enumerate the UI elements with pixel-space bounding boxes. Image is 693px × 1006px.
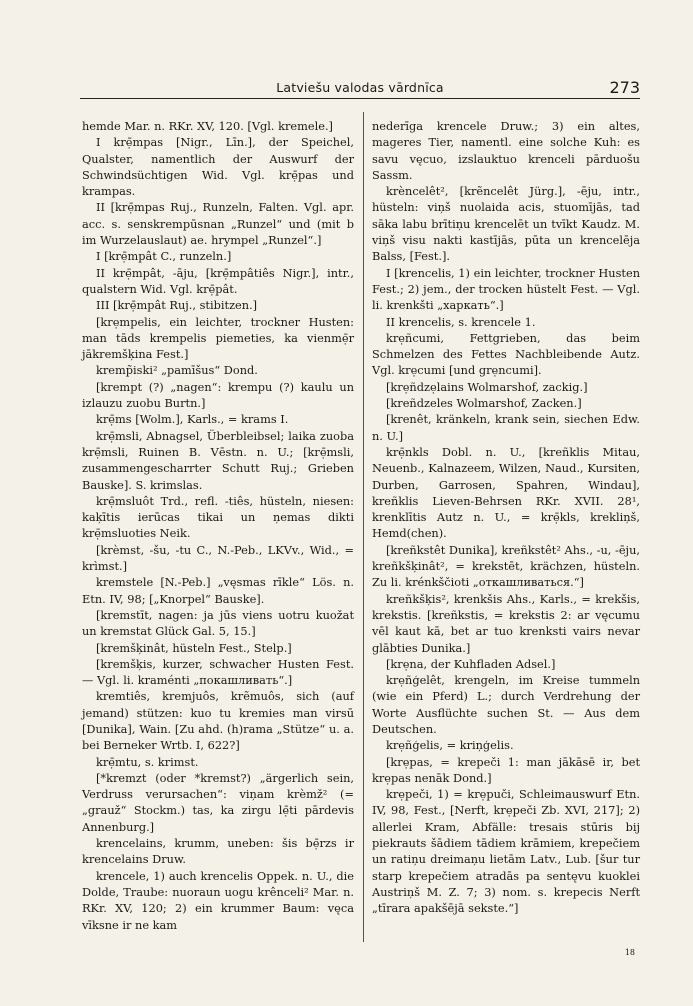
dictionary-entry: [kremšķis, kurzer, schwacher Husten Fest. — Vgl. li. kraménti „покашливать“.]: [82, 656, 354, 688]
dictionary-entry: kremtiês, kremjuôs, krẽmuôs, sich (auf jemand) stützen: kuo tu kremies man virsū [Dunika], Wain. [Zu ahd. (h)rama „Stütze“ u. a. bei Berneker Wrtb. I, 622?]: [82, 689, 354, 753]
dictionary-entry: [krẹna, der Kuhfladen Adsel.]: [386, 656, 556, 671]
dictionary-entry: [krẹpas, = krepeči 1: man jākāsē ir, bet krẹpas nenāk Dond.]: [372, 754, 640, 785]
dictionary-entry: krencele, 1) auch krencelis Oppek. n. U., die Dolde, Traube: nuoraun uogu krênceli² Mar. n. RKr. XV, 120; 2) ein krummer Baum: vęca vīksne ir ne kam: [82, 868, 354, 932]
dictionary-entry: [krẹñdzẹlains Wolmarshof, zackig.]: [386, 379, 588, 394]
dictionary-entry: krẹñcumi, Fettgrieben, das beim Schmelzen des Fettes Nachbleibende Autz. Vgl. krẹcumi [und grẹncumi].: [372, 330, 640, 378]
dictionary-entry: I [krencelis, 1) ein leichter, trockner Husten Fest.; 2) jem., der trocken hüstelt Fest. — Vgl. li. krenkšti „харкать“.]: [372, 265, 640, 313]
dictionary-entry: krẹ̄nkls Dobl. n. U., [kreñklis Mitau, Neuenb., Kalnazeem, Wilzen, Naud., Kursiten, Durben, Garrosen, Spahren, Windau], kreñklis Lieven-Behrsen RKr. XVII. 28¹, krenklītis Autz n. U., = krẹ̄kls, krekliņš, Hemd(chen).: [372, 444, 640, 541]
dictionary-entry: II krencelis, s. krencele 1.: [386, 314, 536, 329]
header-rule: [80, 98, 640, 99]
dictionary-entry: kremstele [N.-Peb.] „vęsmas rīkle“ Lös. n. Etn. IV, 98; [„Knorpel“ Bauske].: [82, 575, 354, 606]
right-column: [372, 118, 640, 917]
dictionary-entry: nederīga krencele Druw.; 3) ein altes, mageres Tier, namentl. eine solche Kuh: es savu vęcuo, izslauktuo krenceli pārduošu Sassm.: [372, 119, 640, 182]
signature-mark: 18: [624, 948, 635, 957]
column-divider: [363, 112, 364, 942]
dictionary-entry: II [krẹ̄mpas Ruj., Runzeln, Falten. Vgl. apr. acc. s. senskrempūsnan „Runzel“ und (mit b im Wurzelauslaut) ae. hrympel „Runzel“.]: [82, 200, 354, 248]
dictionary-entry: kreñkšķis², krenkšis Ahs., Karls., = krekšis, krekstis. [kreñkstis, = krekstis 2: ar vęcumu vēl kaut kā, bet ar tuo krenksti vairs nevar glābties Dunika.]: [372, 591, 640, 655]
dictionary-entry: krẹ̄msli, Abnagsel, Überbleibsel; laika zuoba krẹ̄msli, Ruinen B. Vēstn. n. U.; [krẹ̄msli, zusammengescharrter Schutt Ruj.; Grieben Bauske]. S. krimslas.: [82, 428, 354, 492]
dictionary-entry: [kremšķinât, hüsteln Fest., Stelp.]: [96, 640, 292, 655]
dictionary-entry: krẹ̄ms [Wolm.], Karls., = krams I.: [96, 412, 289, 427]
dictionary-entry: I [krẹ̄mpât C., runzeln.]: [96, 249, 232, 264]
dictionary-entry: [krenêt, kränkeln, krank sein, siechen Edw. n. U.]: [372, 412, 640, 443]
dictionary-entry: krẹñģelêt, krengeln, im Kreise tummeln (wie ein Pferd) L.; durch Verdrehung der Worte Ausflüchte suchen St. — Aus dem Deutschen.: [372, 673, 640, 736]
dictionary-entry: I krẹ̄mpas [Nigr., Līn.], der Speichel, Qualster, namentlich der Auswurf der Schwindsüchtigen Wid. Vgl. krẹ̄pas und krampas.: [82, 135, 354, 199]
dictionary-entry: krencelains, krumm, uneben: šis bẹ̄rzs ir krencelains Druw.: [82, 836, 354, 867]
dictionary-entry: [krèmst, -šu, -tu C., N.-Peb., LKVv., Wid., = krìmst.]: [82, 542, 354, 574]
dictionary-entry: krẹ̄msluôt Trd., refl. -tiês, hüsteln, niesen: kaķītis ierūcas tikai un ņemas dikti krẹ̄msluoties Neik.: [82, 493, 354, 541]
dictionary-entry: krẹpeči, 1) = krẹpuči, Schleimauswurf Etn. IV, 98, Fest., [Nerft, krẹpeči Zb. XVI, 217]; 2) allerlei Kram, Abfälle: tresais stūris bij piekrauts šādiem tādiem krāmiem, krepečiem un ratiņu dreimaņu lietām Latv., Lub. [šur tur starp krepečiem atradās pa sentęvu kuoklei Austriņš M. Z. 7; 3) nom. s. krepecis Nerft „tīrara apakšējā sekste.“]: [372, 787, 640, 916]
dictionary-entry: [*kremzt (oder *kremst?) „ärgerlich sein, Verdruss verursachen“: viņam krèmž² (= „grauž“ Stockm.) tas, ka zirgu lẹ̄ti pārdevis Annenburg.]: [82, 770, 354, 834]
dictionary-entry: [kreñdzeles Wolmarshof, Zacken.]: [386, 396, 582, 411]
dictionary-entry: [kremstīt, nagen: ja jūs viens uotru kuožat un kremstat Glück Gal. 5, 15.]: [82, 607, 354, 639]
dictionary-entry: [krempt (?) „nagen“: krempu (?) kaulu un izlauzu zuobu Burtn.]: [82, 379, 354, 411]
left-column: [82, 118, 354, 933]
dictionary-entry: [kreñkstêt Dunika], kreñkstêt² Ahs., -u, -ēju, kreñkšķinât², = krekstēt, krächzen, hüsteln. Zu li. krénkščioti „откашливаться.“]: [372, 542, 640, 590]
dictionary-entry: krẹ̄mtu, s. krimst.: [96, 754, 199, 769]
running-title: Latviešu valodas vārdnīca: [276, 80, 444, 95]
dictionary-entry: [krẹmpelis, ein leichter, trockner Husten: man tāds krempelis piemeties, ka vienmẹ̄r jākremšķina Fest.]: [82, 314, 354, 362]
dictionary-entry: krèncelêt², [krẽncelêt Jürg.], -ēju, intr., hüsteln: viņš nuolaida acis, stuomījās, tad sāka labu brītiņu krencelēt un tvīkt Kaudz. M. viņš visu nakti kastījās, pūta un krencelēja Balss, [Fest.].: [372, 184, 640, 264]
dictionary-entry: III [krẹ̄mpât Ruj., stibitzen.]: [96, 298, 258, 313]
dictionary-entry: krẹñģelis, = kriņģelis.: [386, 738, 514, 753]
page-number: 273: [609, 78, 640, 97]
dictionary-entry: kremp̃iski² „pamīšus“ Dond.: [96, 363, 258, 378]
dictionary-entry: II krẹ̄mpât, -āju, [krẹ̄mpâtiês Nigr.], intr., qualstern Wid. Vgl. krẹ̄pât.: [82, 265, 354, 296]
page-header: [80, 78, 640, 98]
dictionary-entry: hemde Mar. n. RKr. XV, 120. [Vgl. kremele.]: [82, 119, 333, 133]
